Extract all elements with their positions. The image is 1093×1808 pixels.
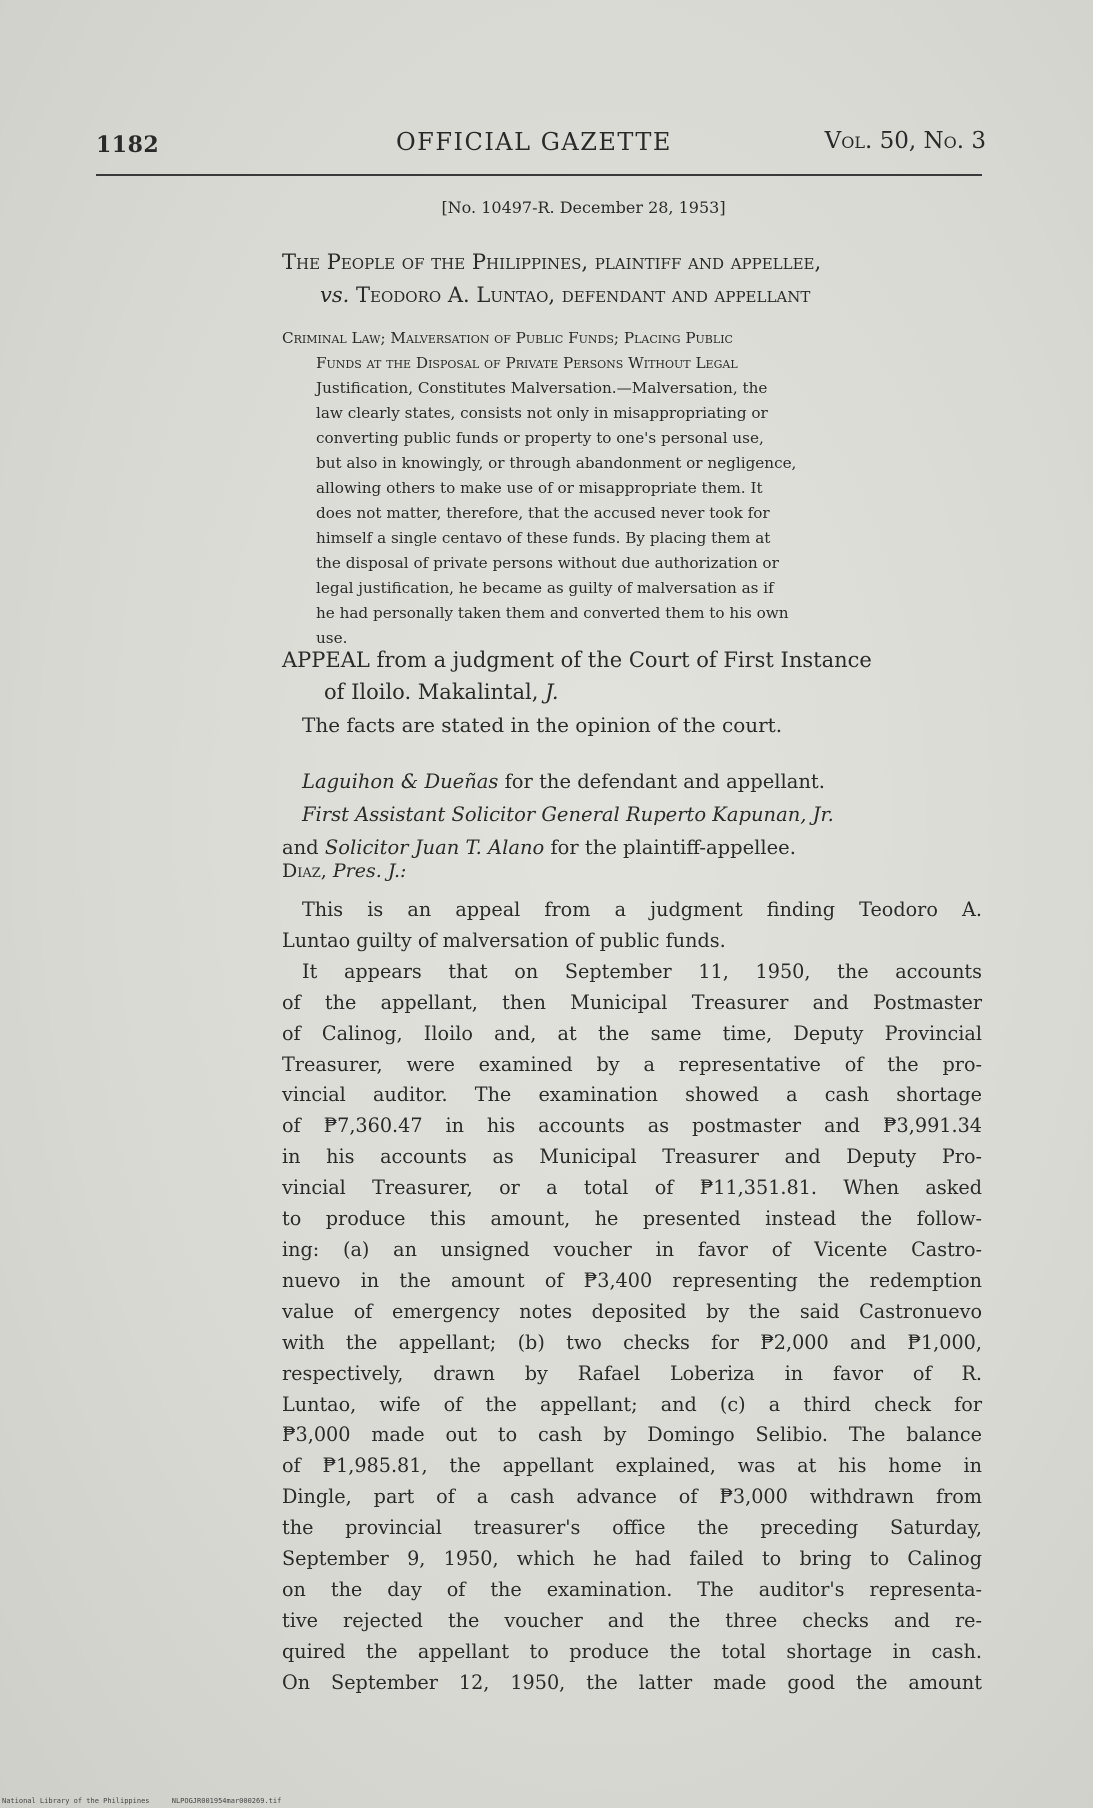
syllabus-line: law clearly states, consists not only in misappropriating or — [316, 404, 768, 422]
syllabus-line: use. — [316, 629, 348, 647]
opinion-line: of the appellant, then Municipal Treasurer and Postmaster — [282, 990, 982, 1014]
opinion-line: It appears that on September 11, 1950, the accounts — [302, 959, 982, 983]
appeal-line1: APPEAL from a judgment of the Court of First Instance — [282, 648, 872, 672]
syllabus-line: the disposal of private persons without due authorization or — [316, 554, 779, 572]
opinion-body — [282, 895, 982, 1699]
footer-library: National Library of the Philippines — [2, 1797, 150, 1805]
opinion-line: Dingle, part of a cash advance of ₱3,000 withdrawn from — [282, 1485, 982, 1509]
opinion-line: on the day of the examination. The auditor's representa- — [282, 1577, 982, 1601]
syllabus-line: Funds at the Disposal of Private Persons Without Legal — [316, 354, 738, 372]
footer-file: NLPOGJR001954mar000269.tif — [171, 1797, 282, 1805]
counsel-block — [282, 765, 982, 864]
opinion-line: of ₱7,360.47 in his accounts as postmaster and ₱3,991.34 — [282, 1114, 982, 1138]
opinion-line: vincial Treasurer, or a total of ₱11,351.81. When asked — [282, 1176, 982, 1200]
prosecution-counsel-line1 — [282, 798, 982, 831]
opinion-line: tive rejected the voucher and the three checks and re- — [282, 1608, 982, 1632]
opinion-line: with the appellant; (b) two checks for ₱2,000 and ₱1,000, — [282, 1330, 982, 1354]
opinion-author-name: Diaz, — [282, 860, 327, 882]
case-title-line2-wrap — [282, 279, 982, 312]
opinion-line: in his accounts as Municipal Treasurer and Deputy Pro- — [282, 1145, 982, 1169]
opinion-line: September 9, 1950, which he had failed to bring to Calinog — [282, 1547, 982, 1571]
prosecution-counsel-and: and — [282, 836, 325, 859]
opinion-line: quired the appellant to produce the total shortage in cash. — [282, 1639, 982, 1663]
facts-statement: The facts are stated in the opinion of the court. — [302, 713, 783, 737]
syllabus-line: does not matter, therefore, that the accused never took for — [316, 504, 770, 522]
opinion-line: Treasurer, were examined by a representative of the pro- — [282, 1052, 982, 1076]
opinion-line: nuevo in the amount of ₱3,400 representing the redemption — [282, 1268, 982, 1292]
opinion-author — [282, 860, 406, 882]
prosecution-counsel-role: for the plaintiff-appellee. — [544, 836, 796, 859]
header-rule — [96, 174, 982, 176]
opinion-line: This is an appeal from a judgment finding Teodoro A. — [302, 898, 982, 921]
opinion-line: ing: (a) an unsigned voucher in favor of Vicente Castro- — [282, 1237, 982, 1261]
publication-title: OFFICIAL GAZETTE — [396, 128, 672, 156]
scan-footer — [2, 1797, 281, 1805]
case-title-line2: Teodoro A. Luntao, defendant and appellant — [356, 283, 811, 307]
defense-counsel — [282, 765, 982, 798]
syllabus-line: legal justification, he became as guilty of malversation as if — [316, 579, 774, 597]
appeal-statement — [282, 644, 982, 708]
opinion-line: of ₱1,985.81, the appellant explained, was at his home in — [282, 1454, 982, 1478]
defense-counsel-role: for the defendant and appellant. — [498, 770, 825, 793]
opinion-line: to produce this amount, he presented instead the follow- — [282, 1207, 982, 1231]
syllabus-line: Criminal Law; Malversation of Public Funds; Placing Public — [282, 329, 733, 347]
page-header — [96, 128, 986, 164]
appeal-line2 — [282, 676, 982, 708]
syllabus-line: but also in knowingly, or through abandonment or negligence, — [316, 454, 797, 472]
opinion-line: ₱3,000 made out to cash by Domingo Selibio. The balance — [282, 1423, 982, 1447]
page-number: 1182 — [96, 132, 160, 158]
opinion-line: of Calinog, Iloilo and, at the same time, Deputy Provincial — [282, 1021, 982, 1045]
opinion-author-title: Pres. J.: — [326, 860, 407, 882]
opinion-line: respectively, drawn by Rafael Loberiza in favor of R. — [282, 1361, 982, 1385]
volume-number: Vol. 50, No. 3 — [824, 128, 986, 154]
case-number-date: [No. 10497-R. December 28, 1953] — [441, 198, 726, 217]
syllabus-line: allowing others to make use of or misappropriate them. It — [316, 479, 763, 497]
syllabus-text — [282, 326, 982, 651]
opinion-line: Luntao, wife of the appellant; and (c) a third check for — [282, 1392, 982, 1416]
case-title-vs: vs. — [320, 283, 350, 307]
prosecution-counsel-names-1: First Assistant Solicitor General Ruperto Kapunan, Jr. — [302, 803, 834, 826]
case-title-line1: The People of the Philippines, plaintiff and appellee, — [282, 250, 822, 274]
syllabus — [282, 326, 982, 651]
opinion-line: the provincial treasurer's office the preceding Saturday, — [282, 1516, 982, 1540]
case-title — [282, 246, 982, 312]
appeal-court-judge: of Iloilo. Makalintal, — [324, 680, 546, 704]
appeal-judge-title: J. — [545, 680, 559, 704]
opinion-line: vincial auditor. The examination showed a cash shortage — [282, 1083, 982, 1107]
opinion-line: value of emergency notes deposited by the said Castronuevo — [282, 1299, 982, 1323]
syllabus-line: converting public funds or property to one's personal use, — [316, 429, 764, 447]
defense-counsel-names: Laguihon & Dueñas — [302, 770, 499, 793]
syllabus-line: Justification, Constitutes Malversation.—Malversation, the — [316, 379, 768, 397]
syllabus-line: himself a single centavo of these funds. By placing them at — [316, 529, 771, 547]
prosecution-counsel-names-2: Solicitor Juan T. Alano — [324, 836, 545, 859]
syllabus-line: he had personally taken them and converted them to his own — [316, 604, 789, 622]
opinion-line: Luntao guilty of malversation of public funds. — [282, 928, 726, 952]
opinion-line: On September 12, 1950, the latter made good the amount — [282, 1670, 982, 1694]
